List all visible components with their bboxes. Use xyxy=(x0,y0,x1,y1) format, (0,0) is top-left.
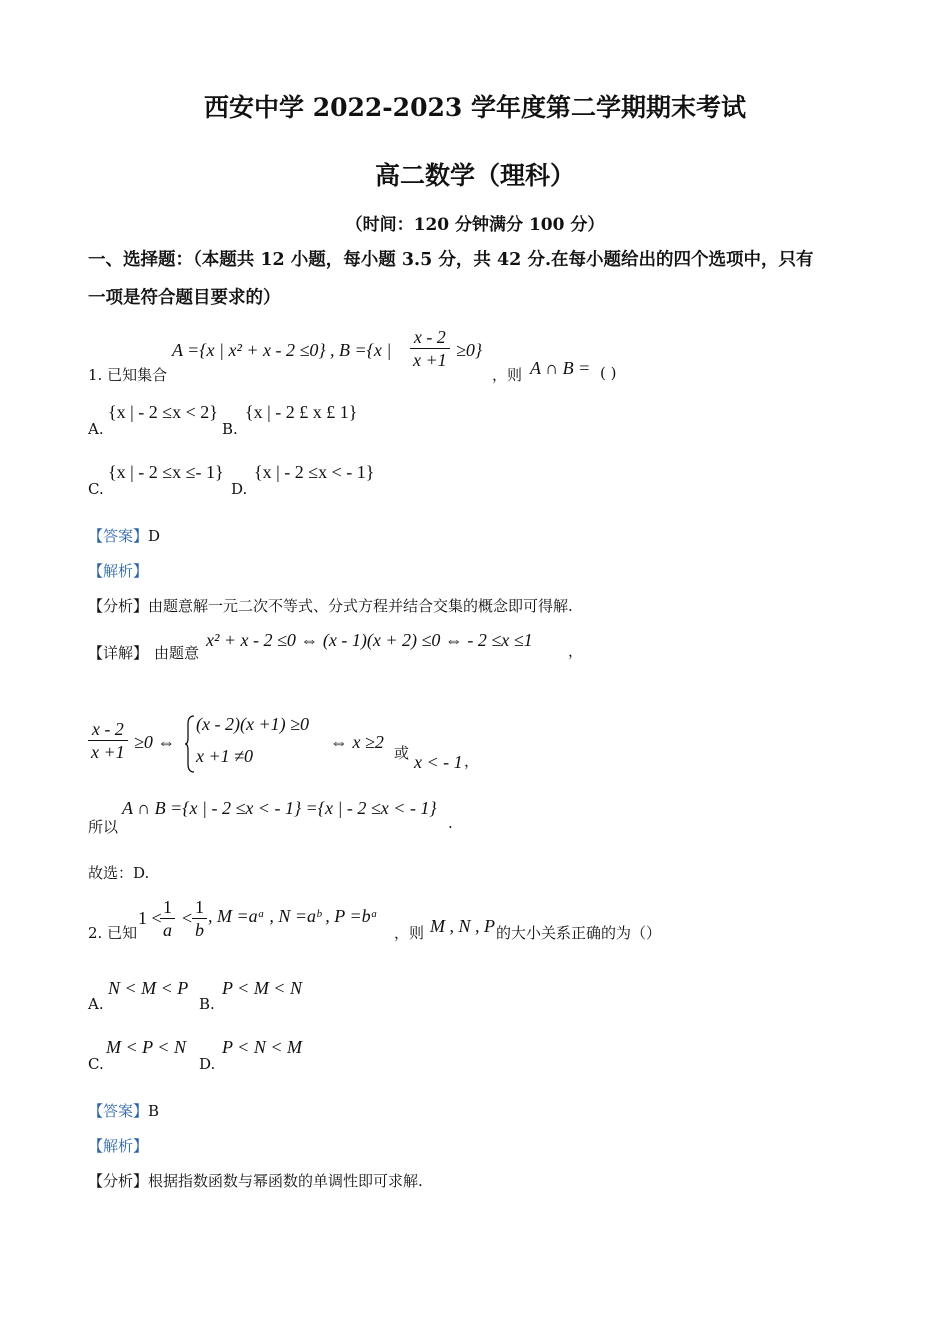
q1-option-a-label: A. xyxy=(88,420,104,438)
q2-option-b: P < M < N xyxy=(222,978,302,998)
q2-answer-value: B xyxy=(148,1102,160,1120)
q2-fraction-1-denominator: a xyxy=(163,920,172,940)
q2-fraction-2 xyxy=(192,896,207,941)
q1-so-expression: A ∩ B ={x | - 2 ≤x < - 1} ={x | - 2 ≤x < - 1} xyxy=(122,798,437,818)
q2-fraction-1-numerator: 1 xyxy=(160,896,175,919)
q1-fenxi xyxy=(88,595,573,616)
exam-subtitle: 高二数学（理科） xyxy=(374,161,575,190)
q2-mid: < xyxy=(182,908,193,928)
q2-fenxi xyxy=(88,1170,423,1191)
q1-set-b-tail: ≥0} xyxy=(456,340,483,360)
q1-blank: ( ) xyxy=(600,364,617,382)
q1-step2-denominator: x +1 xyxy=(91,742,125,762)
q2-option-d: P < N < M xyxy=(222,1037,302,1057)
q1-step2-fraction xyxy=(88,718,128,763)
q1-detail-prefix: 由题意 xyxy=(154,644,200,662)
q2-option-a: N < M < P xyxy=(108,978,189,998)
q2-fenxi-text: 根据指数函数与幂函数的单调性即可求解. xyxy=(148,1172,423,1190)
q1-answer-value: D xyxy=(148,527,161,545)
q1-prefix: 1. 已知集合 xyxy=(88,366,168,384)
q2-question: 的大小关系正确的为（） xyxy=(496,924,662,942)
q1-option-c: {x | - 2 ≤x ≤- 1} xyxy=(108,462,224,482)
q1-fraction-denominator: x +1 xyxy=(413,350,447,370)
q1-system-line-2: x +1 ≠0 xyxy=(196,746,254,766)
q1-option-c-label: C. xyxy=(88,480,104,498)
q2-variables: M , N , P xyxy=(430,916,495,936)
q2-fenxi-tag: 【分析】 xyxy=(88,1172,149,1190)
section-heading-line1: 一、选择题：（本题共 12 小题，每小题 3.5 分，共 42 分.在每小题给出的四个选项中，只有 xyxy=(88,250,814,270)
q1-fenxi-tag: 【分析】 xyxy=(88,597,149,615)
q2-fraction-2-numerator: 1 xyxy=(192,896,207,919)
q1-detail-comma: ， xyxy=(568,642,584,660)
q2-prefix: 2. 已知 xyxy=(88,924,138,942)
q1-conclusion xyxy=(88,796,508,836)
q1-system-brace xyxy=(184,714,196,774)
q1-set-a: A ={x | x² + x - 2 ≤0} , B ={x | xyxy=(172,340,392,360)
q2-analysis-tag: 【解析】 xyxy=(88,1137,149,1155)
exam-title: 西安中学 2022-2023 学年度第二学期期末考试 xyxy=(204,93,746,122)
q1-option-d-label: D. xyxy=(231,480,248,498)
q2-lead: 1 < xyxy=(138,908,162,928)
q1-step2-mid: ≥0 ⇔ xyxy=(134,732,176,752)
q1-so-period: . xyxy=(448,814,453,832)
section-heading-line2: 一项是符合题目要求的） xyxy=(88,288,281,308)
q2-option-d-label: D. xyxy=(199,1055,216,1073)
q1-analysis-tag: 【解析】 xyxy=(88,562,149,580)
q2-option-c: M < P < N xyxy=(106,1037,186,1057)
time-note: （时间：120 分钟满分 100 分） xyxy=(345,215,605,235)
q1-detail-tag: 【详解】 xyxy=(88,644,149,662)
q1-or-word: 或 xyxy=(394,744,410,762)
q1-answer-tag: 【答案】 xyxy=(88,527,149,545)
q2-option-a-label: A. xyxy=(88,995,104,1013)
q1-system-line-1: (x - 2)(x +1) ≥0 xyxy=(196,714,309,734)
q1-step-2 xyxy=(88,712,508,774)
q1-detail xyxy=(88,630,688,664)
q2-fraction-1 xyxy=(160,896,175,941)
q1-expression: A ∩ B = xyxy=(530,358,591,378)
q1-step2-comma: ， xyxy=(464,752,480,770)
q2-fraction-2-denominator: b xyxy=(195,920,204,940)
q1-step2-implies: ⇔ x ≥2 xyxy=(330,732,384,752)
q2-definitions: , M =aᵃ , N =aᵇ , P =bᵃ xyxy=(208,906,378,926)
q2-answer xyxy=(88,1100,159,1121)
q1-answer xyxy=(88,525,160,546)
q1-option-b-label: B. xyxy=(222,420,238,438)
question-2-stem xyxy=(88,896,708,950)
q1-option-b: {x | - 2 £ x £ 1} xyxy=(245,402,358,422)
q1-choose: 故选：D. xyxy=(88,864,150,882)
q1-fraction-numerator: x - 2 xyxy=(410,326,450,349)
q1-so-prefix: 所以 xyxy=(88,818,119,836)
q1-step2-numerator: x - 2 xyxy=(88,718,128,741)
q2-then: ，则 xyxy=(394,924,425,942)
q1-fenxi-text: 由题意解一元二次不等式、分式方程并结合交集的概念即可得解. xyxy=(148,597,573,615)
q2-answer-tag: 【答案】 xyxy=(88,1102,149,1120)
q1-then: ，则 xyxy=(492,366,523,384)
q1-detail-expression: x² + x - 2 ≤0 ⇔ (x - 1)(x + 2) ≤0 ⇔ - 2 ≤x ≤1 xyxy=(206,630,533,650)
q1-fraction xyxy=(410,326,450,371)
q1-step2-tail: x < - 1 xyxy=(414,752,463,772)
q2-option-c-label: C. xyxy=(88,1055,104,1073)
q1-option-a: {x | - 2 ≤x < 2} xyxy=(108,402,218,422)
q1-option-d: {x | - 2 ≤x < - 1} xyxy=(254,462,375,482)
q2-option-b-label: B. xyxy=(199,995,215,1013)
